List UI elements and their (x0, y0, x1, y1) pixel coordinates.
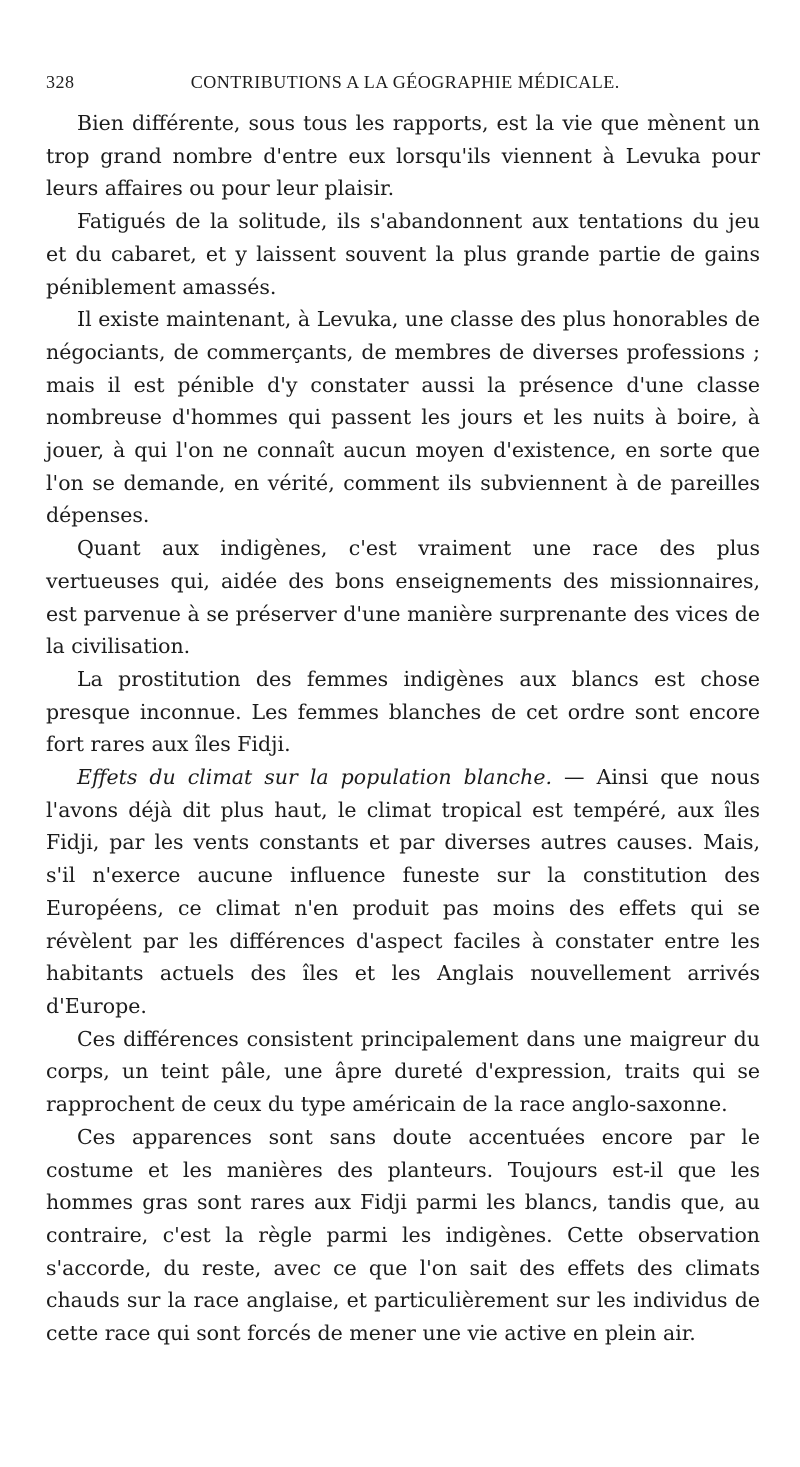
section-heading-italic: Effets du climat sur la population blanche. (77, 765, 553, 790)
paragraph-text: Quant aux indigènes, c'est vraiment une race des plus vertueuses qui, aidée des bons enseignements des missionnaires, est parvenue à se préserver d'une manière surprenante des vices de la civilisation. (46, 536, 760, 659)
paragraph-3 (46, 303, 760, 532)
running-title: CONTRIBUTIONS A LA GÉOGRAPHIE MÉDICALE. (190, 72, 620, 92)
book-page (46, 72, 760, 1350)
paragraph-text: — Ainsi que nous l'avons déjà dit plus haut, le climat tropical est tempéré, aux îles Fidji, par les vents constants et par diverses autres causes. Mais, s'il n'exerce aucune influence funeste sur la constitution des Européens, ce climat n'en produit pas moins des effets qui se révèlent par les différences d'aspect faciles à constater entre les habitants actuels des îles et les Anglais nouvellement arrivés d'Europe. (46, 765, 760, 1018)
paragraph-text: Il existe maintenant, à Levuka, une classe des plus honorables de négociants, de commerçants, de membres de diverses professions ; mais il est pénible d'y constater aussi la présence d'une classe nombreuse d'hommes qui passent les jours et les nuits à boire, à jouer, à qui l'on ne connaît aucun moyen d'existence, en sorte que l'on se demande, en vérité, comment ils subviennent à de pareilles dépenses. (46, 307, 760, 528)
paragraph-text: Ces différences consistent principalement dans une maigreur du corps, un teint pâle, une âpre dureté d'expression, traits qui se rapprochent de ceux du type américain de la race anglo-saxonne. (46, 1026, 760, 1117)
body-text (46, 107, 760, 1350)
paragraph-4 (46, 532, 760, 663)
paragraph-text: Ces apparences sont sans doute accentuées encore par le costume et les manières des planteurs. Toujours est-il que les hommes gras sont rares aux Fidji parmi les blancs, tandis que, au contraire, c'est la règle parmi les indigènes. Cette observation s'accorde, du reste, avec ce que l'on sait des effets des climats chauds sur la race anglaise, et particulièrement sur les individus de cette race qui sont forcés de mener une vie active en plein air. (46, 1124, 760, 1346)
paragraph-text: La prostitution des femmes indigènes aux blancs est chose presque inconnue. Les femmes blanches de cet ordre sont encore fort rares aux îles Fidji. (46, 666, 760, 757)
paragraph-text: Fatigués de la solitude, ils s'abandonnent aux tentations du jeu et du cabaret, et y laissent souvent la plus grande partie de gains péniblement amassés. (46, 209, 760, 299)
paragraph-7 (46, 1023, 760, 1121)
paragraph-5 (46, 663, 760, 761)
paragraph-6 (46, 761, 760, 1023)
paragraph-1 (46, 107, 760, 205)
paragraph-2 (46, 205, 760, 303)
paragraph-8 (46, 1121, 760, 1350)
page-number: 328 (46, 72, 75, 92)
paragraph-text: Bien différente, sous tous les rapports, est la vie que mènent un trop grand nombre d'entre eux lorsqu'ils viennent à Levuka pour leurs affaires ou pour leur plaisir. (46, 111, 760, 201)
running-head (46, 72, 760, 93)
